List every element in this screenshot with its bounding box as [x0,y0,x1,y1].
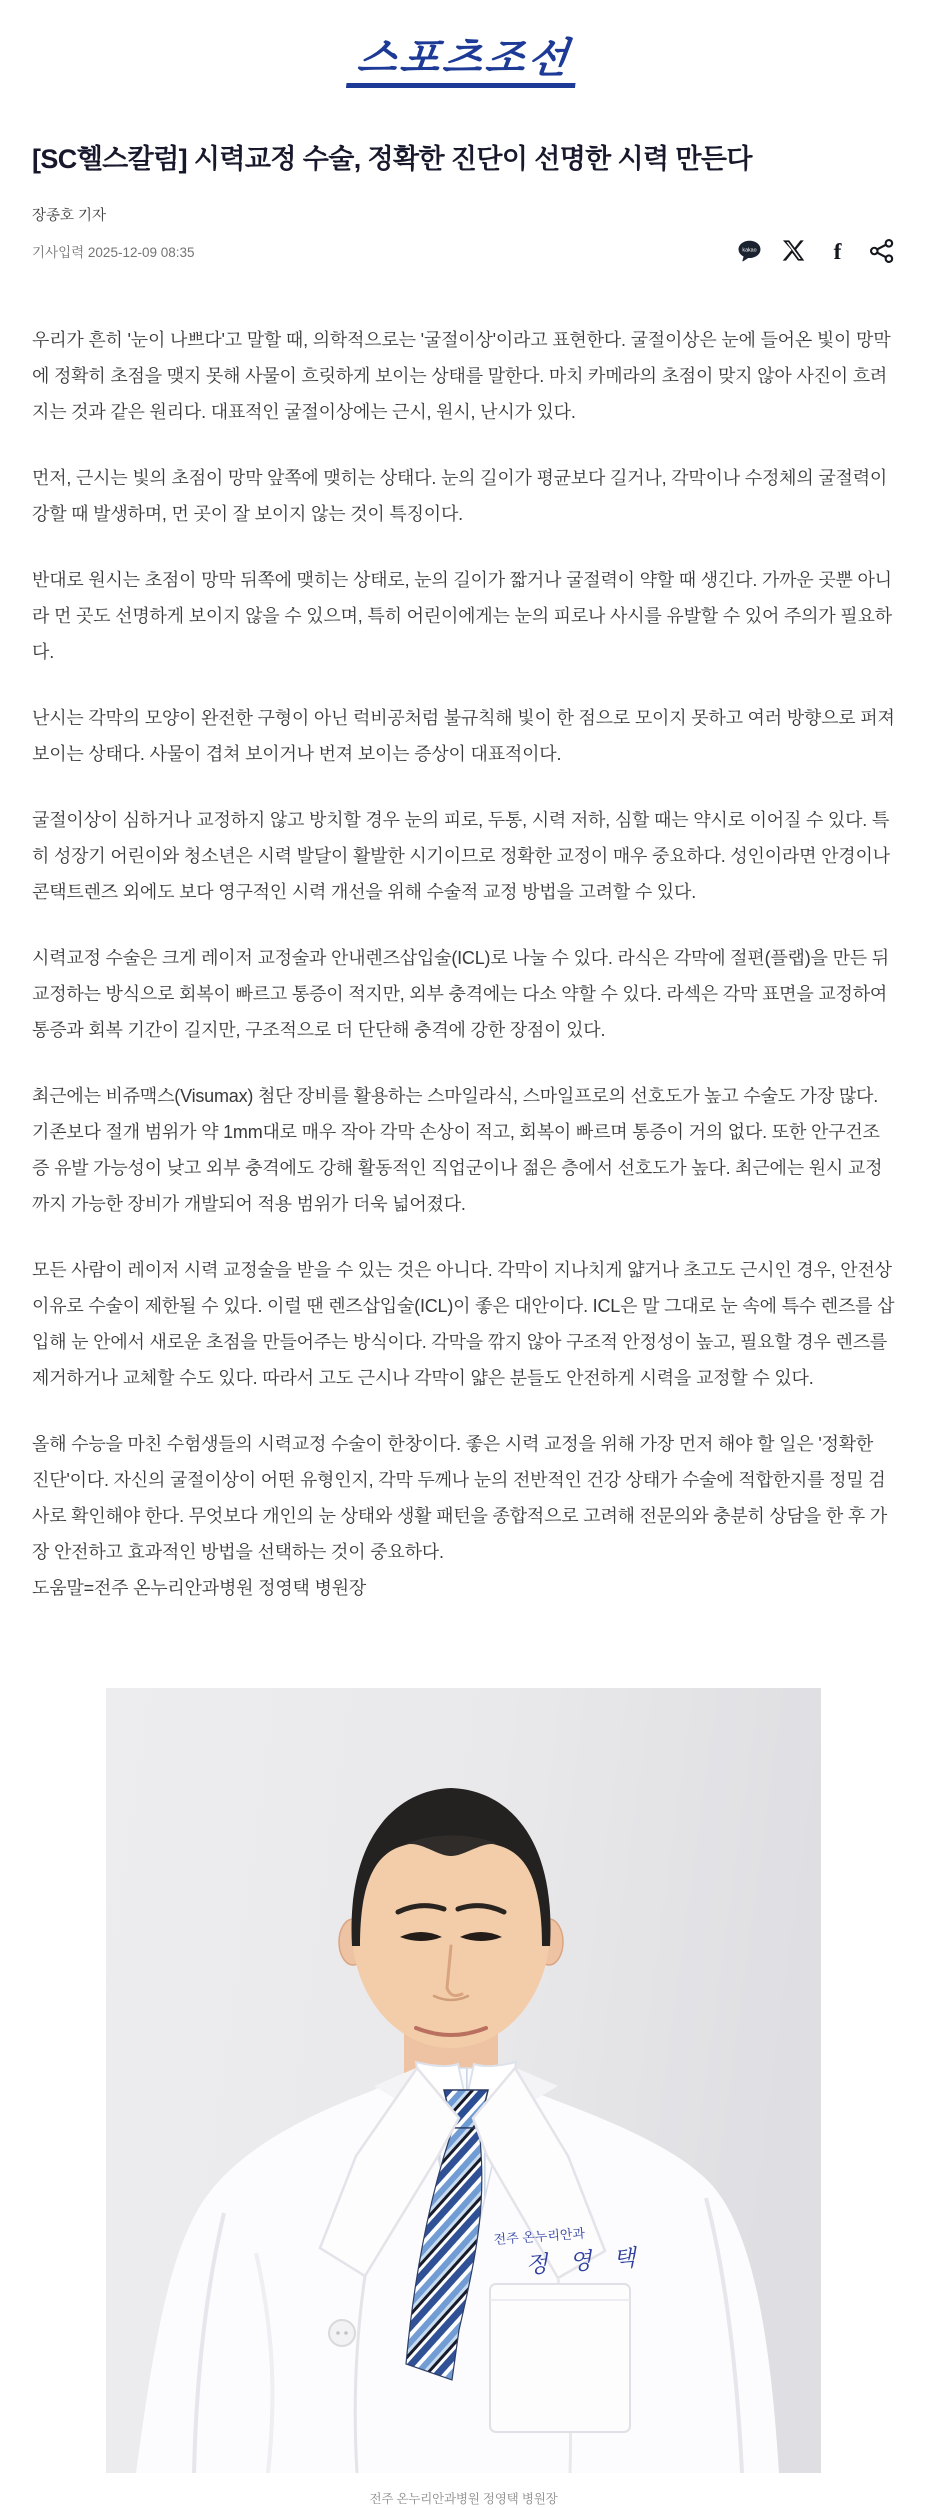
x-icon [781,238,806,263]
meta-row [32,237,895,264]
svg-text:kakao: kakao [742,247,757,254]
site-header [0,0,927,88]
paragraph: 굴절이상이 심하거나 교정하지 않고 방치할 경우 눈의 피로, 두통, 시력 저하, 심할 때는 약시로 이어질 수 있다. 특히 성장기 어린이와 청소년은 시력 발달이 활발한 시기이므로 정확한 교정이 매우 중요하다. 성인이라면 안경이나 콘택트렌즈 외에도 보다 영구적인 시력 개선을 위해 수술적 교정 방법을 고려할 수 있다. [32,810,890,902]
svg-text:f: f [833,239,842,263]
embroidery-name-text: 정 영 택 [524,2244,645,2278]
credit-line: 도움말=전주 온누리안과병원 정영택 병원장 [32,1578,367,1598]
paragraph: 난시는 각막의 모양이 완전한 구형이 아닌 럭비공처럼 불규칙해 빛이 한 점으로 모이지 못하고 여러 방향으로 퍼져 보이는 상태다. 사물이 겹쳐 보이거나 번져 보이는 증상이 대표적이다. [32,708,895,764]
article-body [32,322,895,1606]
paragraph: 모든 사람이 레이저 시력 교정술을 받을 수 있는 것은 아니다. 각막이 지나치게 얇거나 초고도 근시인 경우, 안전상 이유로 수술이 제한될 수 있다. 이럴 땐 렌즈삽입술(ICL)이 좋은 대안이다. ICL은 말 그대로 눈 속에 특수 렌즈를 삽입해 눈 안에서 새로운 초점을 만들어주는 방식이다. 각막을 깎지 않아 구조적 안정성이 높고, 필요할 경우 렌즈를 제거하거나 교체할 수도 있다. 따라서 고도 근시나 각막이 얇은 분들도 안전하게 시력을 교정할 수 있다. [32,1260,895,1388]
sports-chosun-logo[interactable] [346,35,581,88]
kakao-icon [736,237,763,264]
paragraph: 올해 수능을 마친 수험생들의 시력교정 수술이 한창이다. 좋은 시력 교정을 위해 가장 먼저 해야 할 일은 '정확한 진단'이다. 자신의 굴절이상이 어떤 유형인지, 각막 두께나 눈의 전반적인 건강 상태가 수술에 적합한지를 정밀 검사로 확인해야 한다. 무엇보다 개인의 눈 상태와 생활 패턴을 종합적으로 고려해 전문의와 충분히 상담을 한 후 가장 안전하고 효과적인 방법을 선택하는 것이 중요하다. [32,1434,888,1562]
paragraph: 시력교정 수술은 크게 레이저 교정술과 안내렌즈삽입술(ICL)로 나눌 수 있다. 라식은 각막에 절편(플랩)을 만든 뒤 교정하는 방식으로 회복이 빠르고 통증이 적지만, 외부 충격에는 다소 약할 수 있다. 라섹은 각막 표면을 교정하여 통증과 회복 기간이 길지만, 구조적으로 더 단단해 충격에 강한 장점이 있다. [32,948,889,1040]
paragraph: 먼저, 근시는 빛의 초점이 망막 앞쪽에 맺히는 상태다. 눈의 길이가 평균보다 길거나, 각막이나 수정체의 굴절력이 강할 때 발생하며, 먼 곳이 잘 보이지 않는 것이 특징이다. [32,468,888,524]
facebook-share-button[interactable] [824,237,851,264]
paragraph: 우리가 흔히 '눈이 나쁘다'고 말할 때, 의학적으로는 '굴절이상'이라고 표현한다. 굴절이상은 눈에 들어온 빛이 망막에 정확히 초점을 맺지 못해 사물이 흐릿하게 보이는 상태를 말한다. 마치 카메라의 초점이 맞지 않아 사진이 흐려지는 것과 같은 원리다. 대표적인 굴절이상에는 근시, 원시, 난시가 있다. [32,330,891,422]
share-icon [869,238,895,264]
x-share-button[interactable] [780,237,807,264]
facebook-icon [825,238,850,263]
article-title: [SC헬스칼럼] 시력교정 수술, 정확한 진단이 선명한 시력 만든다 [32,144,752,174]
share-bar [736,237,895,264]
share-button[interactable] [868,237,895,264]
paragraph: 반대로 원시는 초점이 망막 뒤쪽에 맺히는 상태로, 눈의 길이가 짧거나 굴절력이 약할 때 생긴다. 가까운 곳뿐 아니라 먼 곳도 선명하게 보이지 않을 수 있으며, 특히 어린이에게는 눈의 피로나 사시를 유발할 수 있어 주의가 필요하다. [32,570,892,662]
doctor-portrait-illustration [106,1688,821,2473]
byline[interactable]: 장종호 기자 [32,208,107,224]
photo-caption: 전주 온누리안과병원 정영택 병원장 [369,2492,558,2506]
paragraph: 최근에는 비쥬맥스(Visumax) 첨단 장비를 활용하는 스마일라식, 스마일프로의 선호도가 높고 수술도 가장 많다. 기존보다 절개 범위가 약 1mm대로 매우 작아 각막 손상이 적고, 회복이 빠르며 통증이 거의 없다. 또한 안구건조증 유발 가능성이 낮고 외부 충격에도 강해 활동적인 직업군이나 젊은 층에서 선호도가 높다. 최근에는 원시 교정까지 가능한 장비가 개발되어 적용 범위가 더욱 넓어졌다. [32,1086,883,1214]
article-content [32,142,895,2507]
embroidery-hospital-text: 전주 온누리안과 [493,2225,586,2247]
published-date: 기사입력 2025-12-09 08:35 [32,244,195,260]
kakao-share-button[interactable] [736,237,763,264]
logo-text: 스포츠조선 [354,35,574,81]
doctor-photo [106,1688,821,2473]
